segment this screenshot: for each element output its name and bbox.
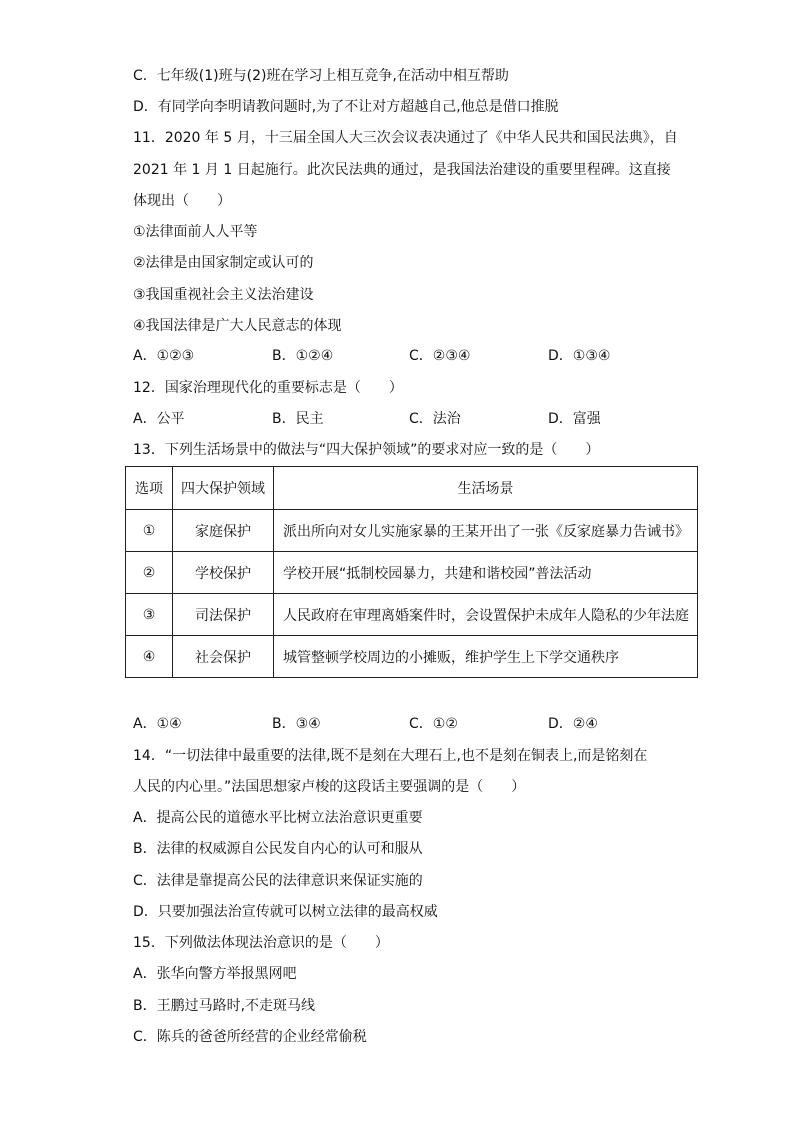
q15-option-c[interactable]: C．陈兵的爸爸所经营的企业经常偷税 xyxy=(133,1029,367,1045)
q13-option-c[interactable]: C．①② xyxy=(409,716,458,732)
q12-option-b[interactable]: B．民主 xyxy=(272,411,324,427)
table-header-row xyxy=(126,467,698,510)
option-c-previous: C．七年级(1)班与(2)班在学习上相互竞争,在活动中相互帮助 xyxy=(133,68,509,84)
q11-statement-1: ①法律面前人人平等 xyxy=(133,224,258,240)
q13-options xyxy=(133,714,693,734)
table-row xyxy=(126,594,698,636)
q12-options xyxy=(133,409,693,429)
q13-option-d[interactable]: D．②④ xyxy=(548,716,598,732)
q11-stem-line-2: 2021 年 1 月 1 日起施行。此次民法典的通过，是我国法治建设的重要里程碑。这直接 xyxy=(133,162,671,178)
q12-stem: 12．国家治理现代化的重要标志是（ ） xyxy=(133,380,403,396)
q13-option-a[interactable]: A．①④ xyxy=(133,716,182,732)
q13-option-b[interactable]: B．③④ xyxy=(272,716,321,732)
row-number: ③ xyxy=(126,594,173,636)
row-field: 学校保护 xyxy=(173,552,274,594)
q11-stem-line-1: 11．2020 年 5 月，十三届全国人大三次会议表决通过了《中华人民共和国民法典》，自 xyxy=(133,130,678,146)
q11-option-a[interactable]: A．①②③ xyxy=(133,348,195,364)
q11-statement-4: ④我国法律是广大人民意志的体现 xyxy=(133,318,342,334)
q14-option-c[interactable]: C．法律是靠提高公民的法律意识来保证实施的 xyxy=(133,873,423,889)
row-number: ② xyxy=(126,552,173,594)
row-field: 社会保护 xyxy=(173,636,274,678)
header-life-scene: 生活场景 xyxy=(274,467,698,510)
q14-option-d[interactable]: D．只要加强法治宣传就可以树立法律的最高权威 xyxy=(133,904,438,920)
q11-statement-3: ③我国重视社会主义法治建设 xyxy=(133,287,314,303)
row-scene: 城管整顿学校周边的小摊贩，维护学生上下学交通秩序 xyxy=(274,636,698,678)
q12-option-c[interactable]: C．法治 xyxy=(409,411,461,427)
q15-option-b[interactable]: B．王鹏过马路时,不走斑马线 xyxy=(133,998,316,1014)
q11-options xyxy=(133,346,693,366)
q13-stem: 13．下列生活场景中的做法与“四大保护领域”的要求对应一致的是（ ） xyxy=(133,442,600,458)
row-scene: 人民政府在审理离婚案件时，会设置保护未成年人隐私的少年法庭 xyxy=(274,594,698,636)
q14-option-b[interactable]: B．法律的权威源自公民发自内心的认可和服从 xyxy=(133,841,423,857)
q14-stem-line-1: 14．“一切法律中最重要的法律,既不是刻在大理石上,也不是刻在铜表上,而是铭刻在 xyxy=(133,748,648,764)
table-row xyxy=(126,552,698,594)
header-protection-field: 四大保护领域 xyxy=(173,467,274,510)
row-scene: 学校开展“抵制校园暴力，共建和谐校园”普法活动 xyxy=(274,552,698,594)
table-row xyxy=(126,510,698,552)
q11-stem-line-3: 体现出（ ） xyxy=(133,193,231,209)
header-option: 选项 xyxy=(126,467,173,510)
q14-stem-line-2: 人民的内心里。”法国思想家卢梭的这段话主要强调的是（ ） xyxy=(133,779,526,795)
q11-option-c[interactable]: C．②③④ xyxy=(409,348,471,364)
q11-option-b[interactable]: B．①②④ xyxy=(272,348,334,364)
q11-option-d[interactable]: D．①③④ xyxy=(548,348,611,364)
q11-statement-2: ②法律是由国家制定或认可的 xyxy=(133,255,314,271)
table-row xyxy=(126,636,698,678)
option-d-previous: D．有同学向李明请教问题时,为了不让对方超越自己,他总是借口推脱 xyxy=(133,99,559,115)
q12-option-d[interactable]: D．富强 xyxy=(548,411,601,427)
q15-stem: 15．下列做法体现法治意识的是（ ） xyxy=(133,935,389,951)
row-scene: 派出所向对女儿实施家暴的王某开出了一张《反家庭暴力告诫书》 xyxy=(274,510,698,552)
q15-option-a[interactable]: A．张华向警方举报黑网吧 xyxy=(133,966,297,982)
row-field: 家庭保护 xyxy=(173,510,274,552)
row-field: 司法保护 xyxy=(173,594,274,636)
row-number: ④ xyxy=(126,636,173,678)
row-number: ① xyxy=(126,510,173,552)
q13-scenario-table xyxy=(125,466,698,678)
q12-option-a[interactable]: A．公平 xyxy=(133,411,185,427)
q14-option-a[interactable]: A．提高公民的道德水平比树立法治意识更重要 xyxy=(133,810,423,826)
